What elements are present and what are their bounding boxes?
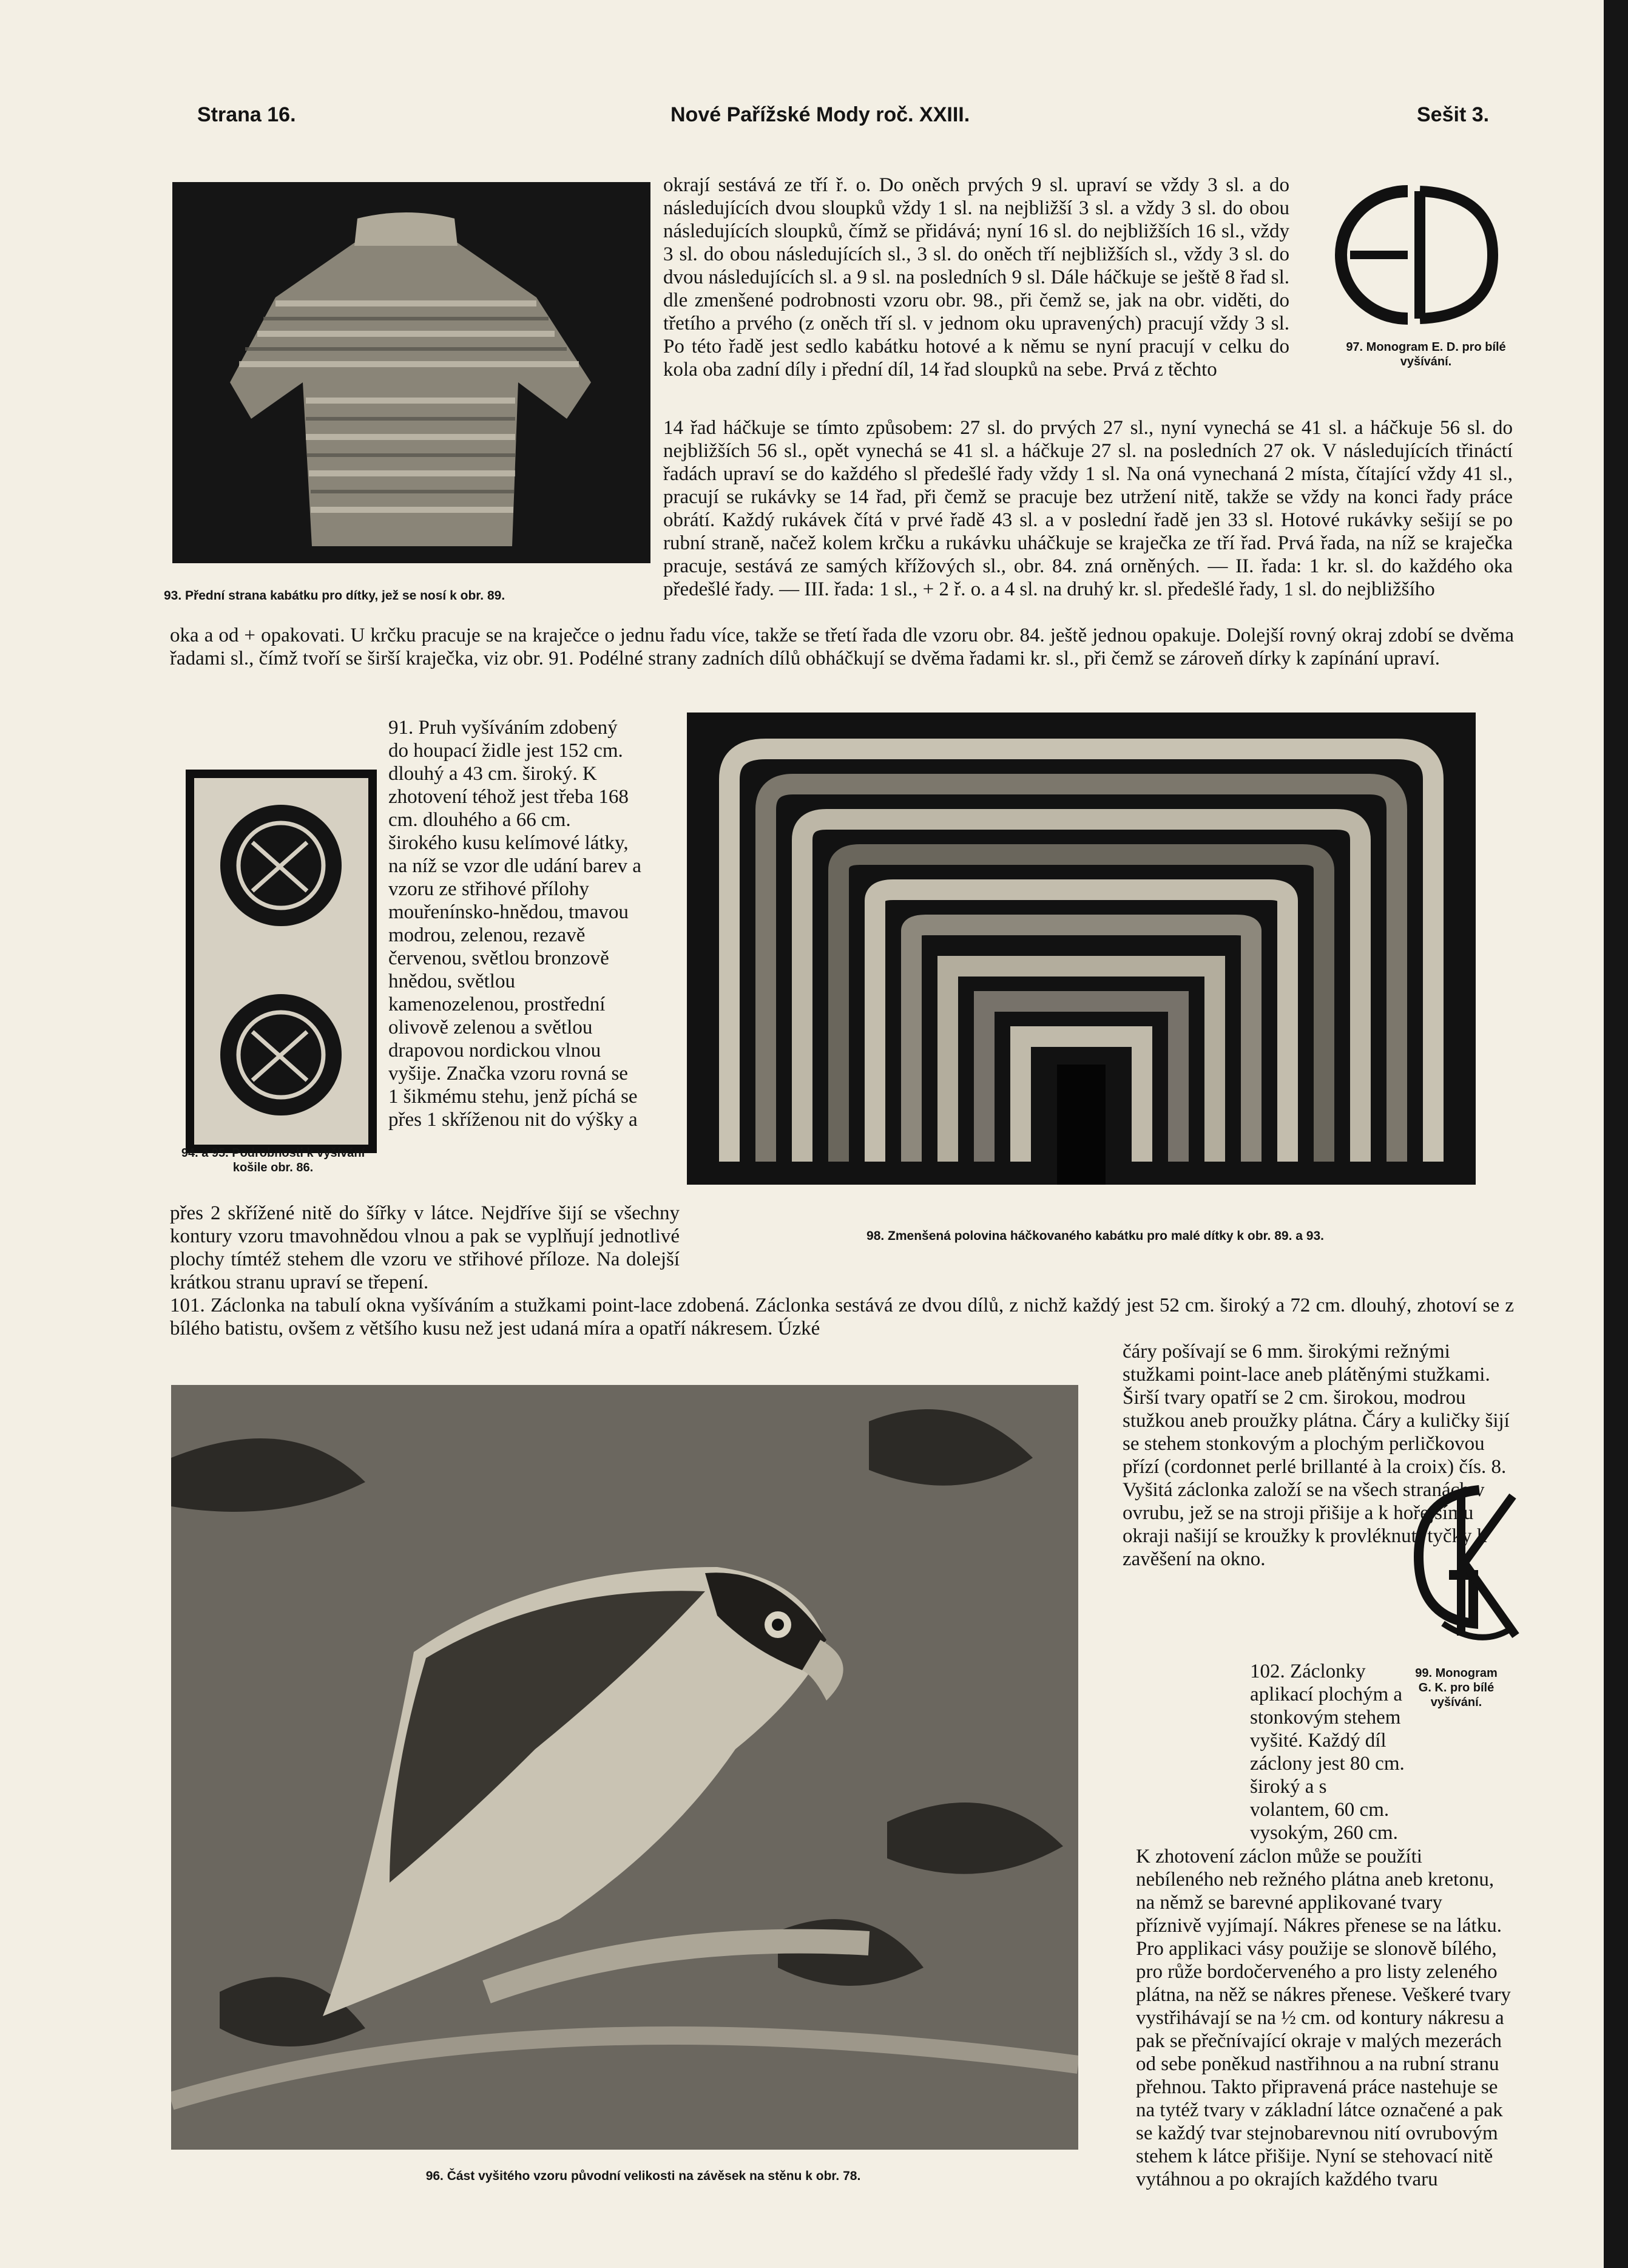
caption-fig-96: 96. Část vyšitého vzoru původní velikosti na závěsek na stěnu k obr. 78.: [425, 2169, 861, 2183]
caption-fig-93: 93. Přední strana kabátku pro dítky, jež se nosí k obr. 89.: [164, 589, 505, 603]
figure-98-crochet-photo: [687, 713, 1476, 1185]
page-header: [197, 103, 1496, 140]
page-number: Strana 16.: [197, 103, 296, 126]
paragraph-mid: 14 řad háčkuje se tímto způsobem: 27 sl. do prvých 27 sl., nyní vynechá se 41 sl. a háčkuje 56 sl. do nejbližších 56 sl., opět vynechá se 41 sl. a háčkuje 27 sl. na posledních 27 ok. V následujících třináctí řadách upraví se do každého sl předešlé řady vždy 1 sl. Na oná vynechaná 2 místa, čítající vždy 41 sl., pracují se rukávky se 14 řad, při čemž se pracuje bez utržení nitě, takže se vždy na konci řady práce obrátí. Každý rukávek čítá v prvé řadě 43 sl. a v poslední řadě jen 33 sl. Hotové rukávky sešijí se po rubní straně, načež kolem krčku a rukávku uháčkuje se kraječka ze tří řad. Prvá řada, na níž se kraječka pracuje, sestává ze samých křížových sl., obr. 84. zná orněných. — II. řada: 1 kr. sl. do každého oka předešlé řady. — III. řada: 1 sl., + 2 ř. o. a 4 sl. na druhý kr. sl. předešlé řady, 1 sl. do nejbližšího: [663, 417, 1513, 600]
paragraph-full-1: oka a od + opakovati. U krčku pracuje se na kraječce o jednu řadu více, takže se třetí řada dle vzoru obr. 84. ještě jednou opakuje. Dolejší rovný okraj zdobí se dvěma řadami sl., čímž tvoří se širší kraječka, viz obr. 91. Podélné strany zadních dílů obháčkují se dvěma řadami kr. sl., při čemž se zároveň dírky k zapínání upraví.: [170, 625, 1514, 669]
issue-number: Sešit 3.: [1417, 103, 1490, 126]
monogram-ed-icon: [1317, 176, 1511, 334]
paragraph-102-continued: K zhotovení záclon může se použíti nebíleného neb režného plátna aneb kretonu, na němž se barevné applikované tvary příznivě vyjímají. Nákres přenese se na látku. Pro applikaci vásy použije se slonově bílého, pro růže bordočerveného a pro listy zeleného plátna, na něž se nákres přenese. Veškeré tvary vystřihávají se na ½ cm. od kontury nákresu a pak se přečnívající okraje v malých mezerách od sebe poněkud nastřihnou a na rubní stranu přehnou. Takto připravená práce nastehuje se na tytéž tvary v základní látce označené a pak se každý tvar stejnobarevnou nití ovrubovým stehem k látce přišije. Nyní se stehovací nitě vytáhnou a po okrajích každého tvaru: [1136, 1846, 1511, 2190]
caption-fig-98: 98. Zmenšená polovina háčkovaného kabátku pro malé dítky k obr. 89. a 93.: [866, 1229, 1324, 1243]
figure-94-95-embroidery-photo: [186, 770, 377, 1153]
figure-96-bird-embroidery-photo: [171, 1385, 1078, 2150]
scan-edge: [1604, 0, 1628, 2268]
monogram-gk: [1407, 1472, 1528, 1654]
paragraph-102-intro: 102. Záclonky aplikací plochým a stonkovým stehem vyšité. Každý díl záclony jest 80 cm. široký a s volantem, 60 cm. vysokým, 260 cm.: [1250, 1660, 1405, 1844]
figure-93-sweater-photo: [172, 182, 650, 563]
paragraph-91-continued: přes 2 skřížené nitě do šířky v látce. Nejdříve šijí se všechny kontury vzoru tmavohnědou vlnou a pak se vyplňují jednotlivé plochy tímtéž stehem dle vzoru ve střihové příloze. Na dolejší krátkou stranu upraví se třepení.: [170, 1202, 680, 1293]
paragraph-101-continued: čáry pošívají se 6 mm. širokými režnými stužkami point-lace aneb plátěnými stužkami. Širší tvary opatří se 2 cm. širokou, modrou stužkou aneb proužky plátna. Čáry a kuličky šijí se stehem stonkovým a plochým perličkovou přízí (cordonnet perlé brillanté à la croix) čís. 8. Vyšitá záclonka založí se na všech stranách v ovrubu, jež se na stroji přišije a k hořejšímu okraji našijí se kroužky k provléknutí tyčky k zavěšení na okno.: [1123, 1341, 1510, 1570]
publication-title: Nové Pařížské Mody roč. XXIII.: [670, 103, 970, 126]
monogram-ed: [1317, 176, 1511, 334]
paragraph-91-intro: 91. Pruh vyšíváním zdobený do houpací židle jest 152 cm. dlouhý a 43 cm. široký. K zhotovení téhož jest třeba 168 cm. dlouhého a 66 cm. širokého kusu kelímové látky, na níž se vzor dle udání barev a vzoru ze střihové přílohy mouřenínsko-hnědou, tmavou modrou, zelenou, rezavě červenou, světlou bronzově hnědou, světlou kamenozelenou, prostřední olivově zelenou a světlou drapovou nordickou vlnou vyšije. Značka vzoru rovná se 1 šikmému stehu, jenž píchá se přes 1 skříženou nit do výšky a: [388, 717, 641, 1131]
caption-monogram-ed: 97. Monogram E. D. pro bílé vyšívání.: [1346, 340, 1506, 368]
caption-fig-94-95: 94. a 95. Podrobnosti k vyšívání košile obr. 86.: [181, 1146, 365, 1174]
paragraph-101: 101. Záclonka na tabulí okna vyšíváním a stužkami point-lace zdobená. Záclonka sestává ze dvou dílů, z nichž každý jest 52 cm. široký a 72 cm. dlouhý, zhotoví se z bílého batistu, ovšem z většího kusu než jest udaná míra a opatří nákresem. Úzké: [170, 1295, 1514, 1339]
caption-monogram-gk: 99. Monogram G. K. pro bílé vyšívání.: [1415, 1667, 1498, 1709]
paragraph-top: okrají sestává ze tří ř. o. Do oněch prvých 9 sl. upraví se vždy 3 sl. a do následujících dvou sloupků vždy 1 sl. na nejbližší 3 sl. a vždy 3 sl. do obou následujících sloupků, čímž se přidává; nyní 16 sl. do nejbližších 16 sl., vždy 3 sl. do obou následujících sl., 3 sl. do oněch tří nejbližších sl., vždy 3 sl. do dvou následujících sl. a 9 sl. na posledních 9 sl. Dále háčkuje se ještě 8 řad sl. dle zmenšené podrobnosti vzoru obr. 98., při čemž se, jak na obr. viděti, do třetího a prvého (z oněch tří sl. v jednom oku upravených) pracují vždy 3 sl. Po této řadě jest sedlo kabátku hotové a k němu se nyní pracují v celku do kola oba zadní díly i přední díl, 14 řad sloupků na sebe. Prvá z těchto: [663, 174, 1289, 381]
monogram-gk-icon: [1407, 1472, 1528, 1654]
